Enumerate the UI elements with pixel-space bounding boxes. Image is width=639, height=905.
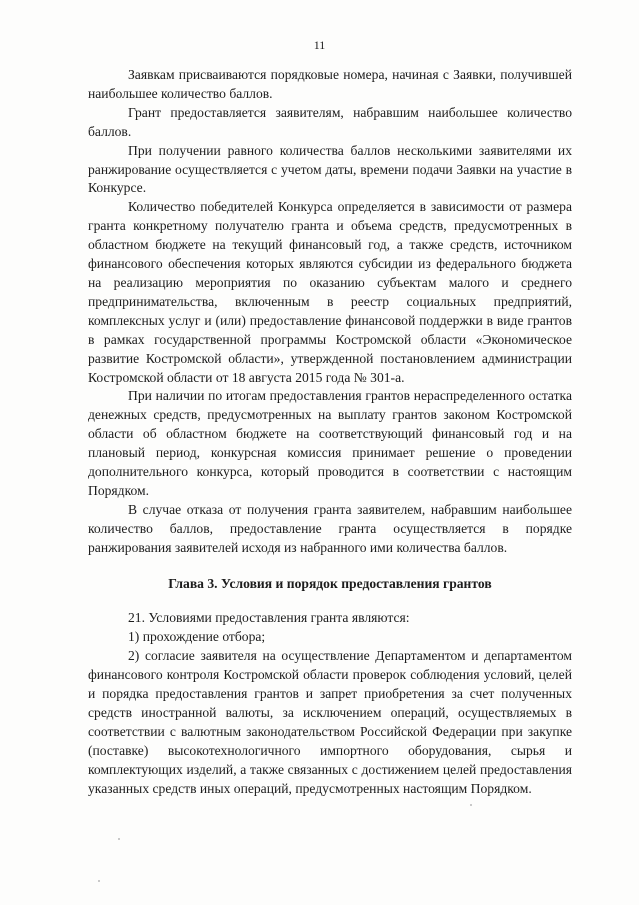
scan-speck	[118, 838, 120, 840]
document-body	[88, 66, 572, 799]
clause-21-item-2: 2) согласие заявителя на осуществление Департаментом и департаментом финансового контроля Костромской области проверок соблюдения условий, целей и порядка предоставления грантов и запрет приобретения за счет полученных средств иностранной валюты, за исключением операций, осуществляемых в соответствии с валютным законодательством Российской Федерации при закупке (поставке) высокотехнологичного импортного оборудования, сырья и комплектующих изделий, а также связанных с достижением целей предоставления указанных средств иных операций, предусмотренных настоящим Порядком.	[88, 648, 572, 796]
chapter-heading: Глава 3. Условия и порядок предоставления грантов	[168, 575, 492, 591]
scan-speck	[470, 804, 472, 806]
paragraph-winners-count: Количество победителей Конкурса определяется в зависимости от размера гранта конкретному получателю гранта и объема средств, предусмотренных в областном бюджете на текущий финансовый год, а также средств, источником финансового обеспечения которых являются субсидии из федерального бюджета на реализацию мероприятия по оказанию субъектам малого и среднего предпринимательства, включенным в реестр социальных предприятий, комплексных услуг и (или) предоставление финансовой поддержки в виде грантов в рамках государственной программы Костромской области «Экономическое развитие Костромской области», утвержденной постановлением администрации Костромской области от 18 августа 2015 года № 301-а.	[88, 199, 572, 385]
paragraph-grant-recipients: Грант предоставляется заявителям, набравшим наибольшее количество баллов.	[88, 104, 572, 139]
scan-speck	[98, 880, 100, 882]
paragraph-refusal: В случае отказа от получения гранта заявителем, набравшим наибольшее количество баллов, предоставление гранта осуществляется в порядке ранжирования заявителей исходя из набранного ими количества баллов.	[88, 501, 572, 555]
clause-21: 21. Условиями предоставления гранта являются:	[128, 610, 410, 626]
paragraph-additional-contest: При наличии по итогам предоставления грантов нераспределенного остатка денежных средств, предусмотренных на выплату грантов законом Костромской области об областном бюджете на соответствующий финансовый год и на плановый период, конкурсная комиссия принимает решение о проведении дополнительного конкурса, который проводится в соответствии с настоящим Порядком.	[88, 388, 572, 498]
clause-21-item-1: 1) прохождение отбора;	[128, 629, 266, 645]
paragraph-equal-scores: При получении равного количества баллов несколькими заявителями их ранжирование осуществляется с учетом даты, времени подачи Заявки на участие в Конкурсе.	[88, 142, 572, 196]
paragraph-numbering: Заявкам присваиваются порядковые номера, начиная с Заявки, получившей наибольшее количество баллов.	[88, 67, 572, 101]
page-number: 11	[313, 38, 326, 52]
